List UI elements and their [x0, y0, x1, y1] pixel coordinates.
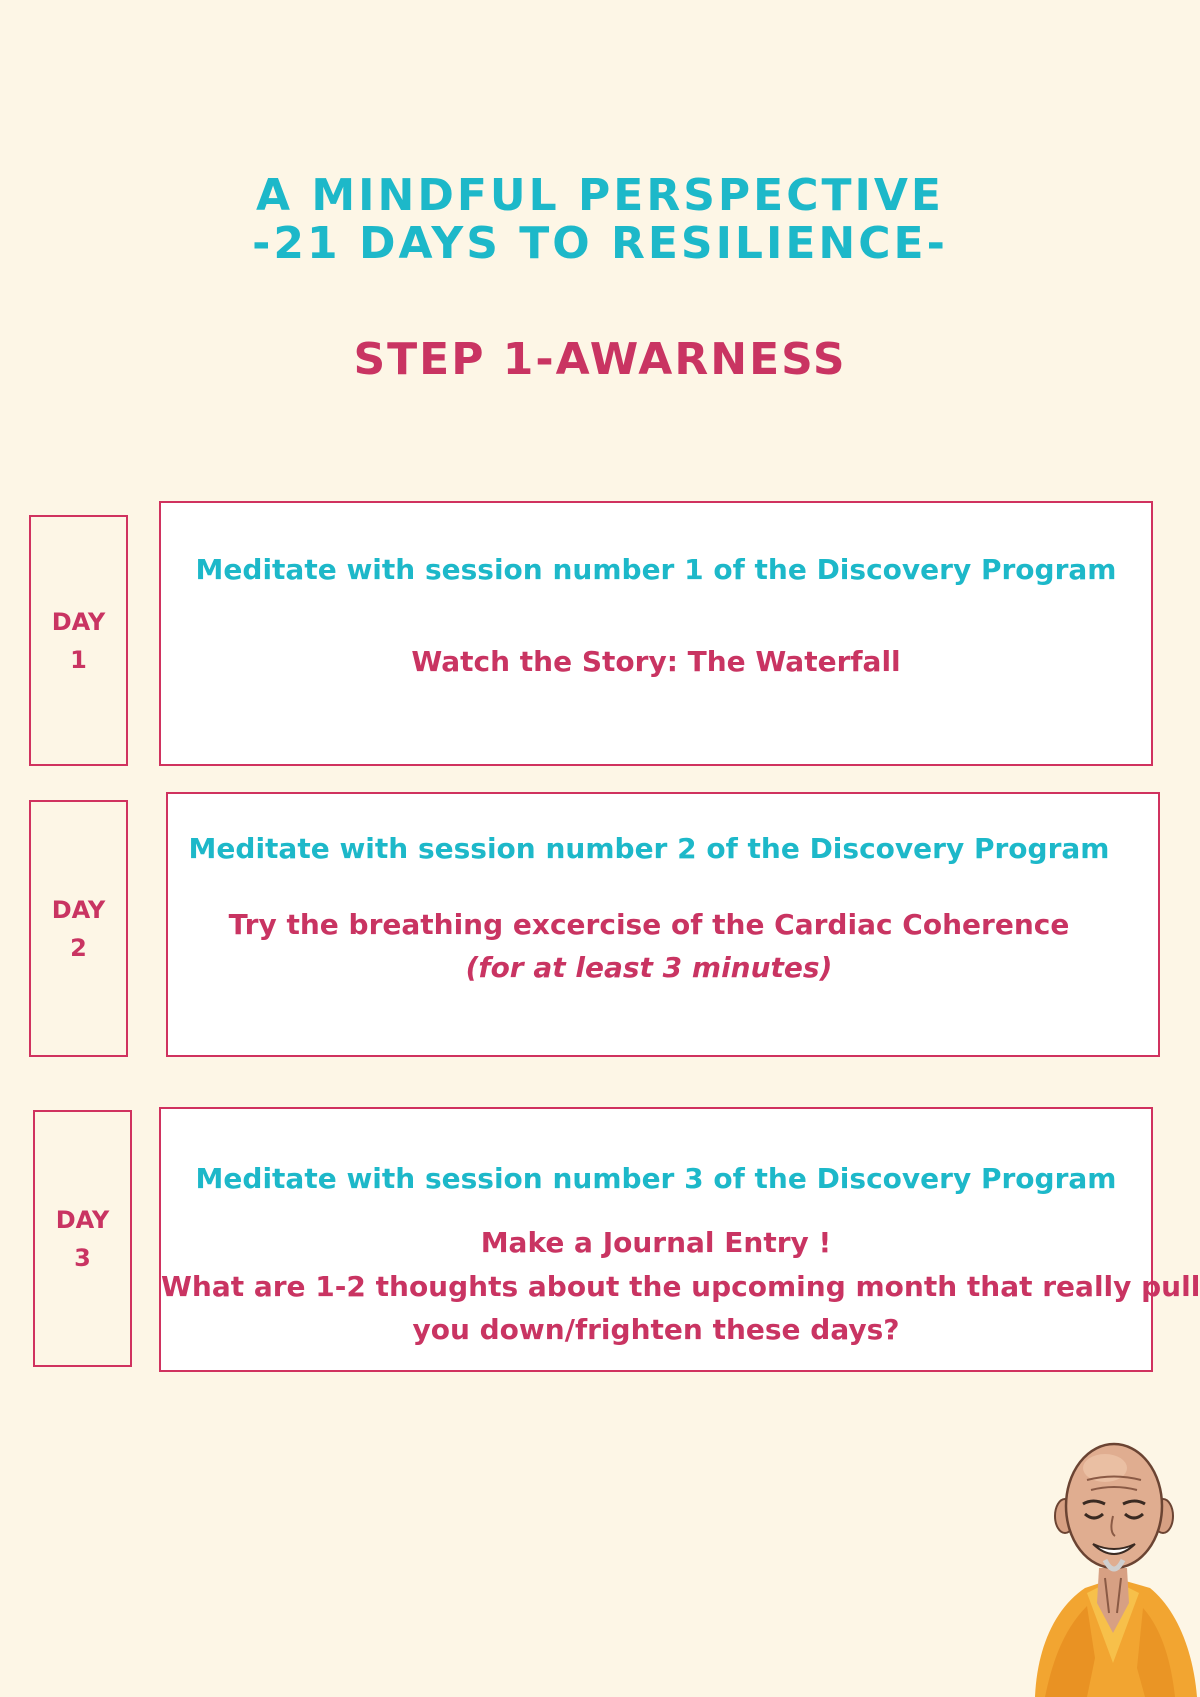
day-2-meditation: Meditate with session number 2 of the Discovery Program [188, 832, 1110, 865]
step-title: STEP 1-AWARNESS [353, 334, 847, 385]
day-3-label: DAY [55, 1205, 110, 1234]
day-3-label-box [33, 1110, 132, 1367]
program-subtitle: -21 DAYS TO RESILIENCE- [252, 218, 948, 269]
day-3-meditation: Meditate with session number 3 of the Discovery Program [195, 1162, 1117, 1195]
day-3-card [159, 1107, 1200, 1372]
day-3-number: 3 [74, 1243, 91, 1272]
day-1-card [159, 501, 1153, 766]
day-1-activity: Watch the Story: The Waterfall [411, 645, 901, 678]
day-2-label: DAY [51, 895, 106, 924]
day-3-activity: Make a Journal Entry ! [480, 1226, 832, 1259]
day-2-activity: Try the breathing excercise of the Cardiac Coherence [228, 908, 1070, 941]
day-1-meditation: Meditate with session number 1 of the Discovery Program [195, 553, 1117, 586]
monk-illustration [1025, 1428, 1200, 1697]
day-3-question-line1: What are 1-2 thoughts about the upcoming month that really pull [161, 1270, 1200, 1303]
day-1-label: DAY [51, 607, 106, 636]
day-3-question-line2: you down/frighten these days? [412, 1313, 900, 1346]
day-1-number: 1 [70, 645, 87, 674]
program-title: A MINDFUL PERSPECTIVE [256, 170, 944, 221]
day-2-label-box [29, 800, 128, 1057]
day-1-label-box [29, 515, 128, 766]
day-2-number: 2 [70, 933, 87, 962]
day-2-activity-note: (for at least 3 minutes) [465, 951, 833, 984]
day-2-card [166, 792, 1160, 1057]
